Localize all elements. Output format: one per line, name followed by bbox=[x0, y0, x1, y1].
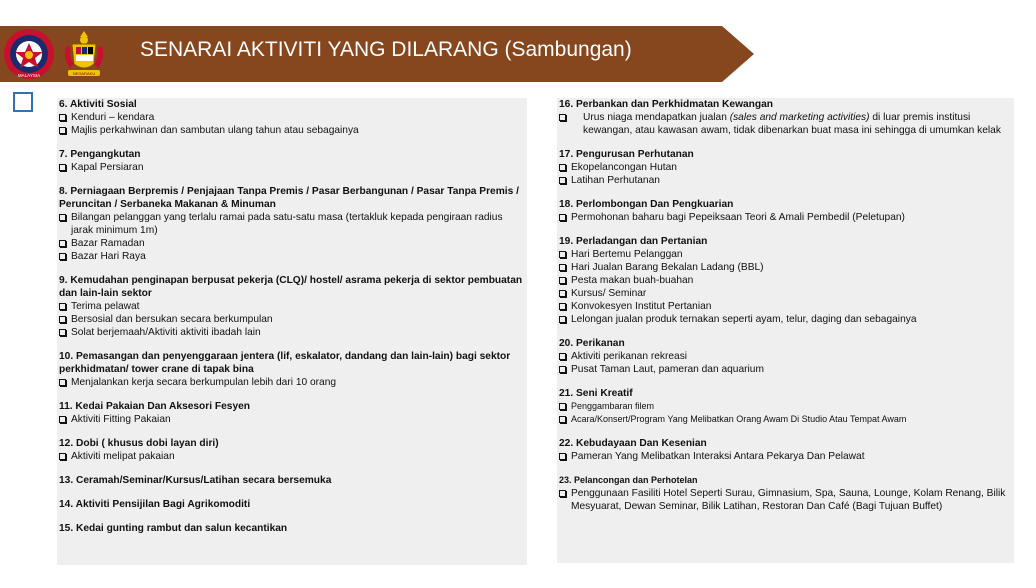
section-11 bbox=[57, 400, 527, 426]
section-7 bbox=[57, 148, 527, 174]
list-item: Pameran Yang Melibatkan Interaksi Antara Pekarya Dan Pelawat bbox=[557, 450, 1014, 463]
section-title: 10. Pemasangan dan penyenggaraan jentera (lif, eskalator, dandang dan lain-lain) bagi sektor perkhidmatan/ tower crane di tapak bina bbox=[59, 351, 511, 375]
left-column-list bbox=[57, 98, 527, 565]
section-15 bbox=[57, 522, 527, 535]
logo2-label: NEGARAKU bbox=[72, 70, 96, 76]
list-item: Ekopelancongan Hutan bbox=[557, 161, 1014, 174]
checkbox-bullet-icon bbox=[559, 416, 566, 423]
list-item: Urus niaga mendapatkan jualan (sales and marketing activities) di luar premis institusi kewangan, atau kawasan awam, tidak dibenarkan buat masa ini sehingga di umumkan kelak bbox=[557, 111, 1014, 137]
checkbox-bullet-icon bbox=[59, 453, 66, 460]
checkbox-bullet-icon bbox=[559, 453, 566, 460]
list-item: Konvokesyen Institut Pertanian bbox=[557, 300, 1014, 313]
section-title: 9. Kemudahan penginapan berpusat pekerja (CLQ)/ hostel/ asrama pekerja di sektor pembuatan dan lain-lain sektor bbox=[59, 275, 523, 299]
list-item: Bilangan pelanggan yang terlalu ramai pada satu-satu masa (tertakluk kepada pengiraan radius jarak minimum 1m) bbox=[57, 211, 527, 237]
checkbox-bullet-icon bbox=[59, 214, 66, 221]
checkbox-bullet-icon bbox=[559, 177, 566, 184]
checkbox-bullet-icon bbox=[559, 264, 566, 271]
checkbox-bullet-icon bbox=[59, 114, 66, 121]
checkbox-bullet-icon bbox=[559, 353, 566, 360]
section-8 bbox=[57, 185, 527, 263]
section-title: 8. Perniagaan Berpremis / Penjajaan Tanpa Premis / Pasar Berbangunan / Pasar Tanpa Premis / Peruncitan / Serbaneka Makanan & Minuman bbox=[59, 186, 519, 210]
section-title: 21. Seni Kreatif bbox=[559, 388, 633, 399]
section-21 bbox=[557, 387, 1014, 426]
checkbox-bullet-icon bbox=[59, 316, 66, 323]
checkbox-bullet-icon bbox=[559, 114, 566, 121]
checkbox-bullet-icon bbox=[59, 253, 66, 260]
section-9 bbox=[57, 274, 527, 339]
list-item: Hari Jualan Barang Bekalan Ladang (BBL) bbox=[557, 261, 1014, 274]
checkbox-bullet-icon bbox=[559, 366, 566, 373]
checkbox-bullet-icon bbox=[59, 416, 66, 423]
list-item: Latihan Perhutanan bbox=[557, 174, 1014, 187]
section-title: 12. Dobi ( khusus dobi layan diri) bbox=[59, 438, 219, 449]
police-emblem-logo bbox=[3, 28, 55, 80]
list-item: Pusat Taman Laut, pameran dan aquarium bbox=[557, 363, 1014, 376]
list-item: Aktiviti Fitting Pakaian bbox=[57, 413, 527, 426]
checkbox-bullet-icon bbox=[559, 490, 566, 497]
section-16 bbox=[557, 98, 1014, 137]
list-item: Penggunaan Fasiliti Hotel Seperti Surau, Gimnasium, Spa, Sauna, Lounge, Kolam Renang, Bilik Mesyuarat, Dewan Seminar, Bilik Latihan, Restoran Dan Café (Bagi Tujuan Buffet) bbox=[557, 487, 1014, 513]
right-column-list bbox=[557, 98, 1014, 563]
list-item: Bazar Ramadan bbox=[57, 237, 527, 250]
section-title: 16. Perbankan dan Perkhidmatan Kewangan bbox=[559, 99, 774, 110]
checkbox-bullet-icon bbox=[559, 277, 566, 284]
checkbox-bullet-icon bbox=[59, 164, 66, 171]
list-item: Bersosial dan bersukan secara berkumpulan bbox=[57, 313, 527, 326]
section-title: 14. Aktiviti Pensijilan Bagi Agrikomoditi bbox=[59, 499, 251, 510]
checkbox-bullet-icon bbox=[559, 251, 566, 258]
checkbox-bullet-icon bbox=[59, 303, 66, 310]
list-item: Hari Bertemu Pelanggan bbox=[557, 248, 1014, 261]
list-item: Pesta makan buah-buahan bbox=[557, 274, 1014, 287]
banner-arrow bbox=[722, 26, 754, 82]
section-22 bbox=[557, 437, 1014, 463]
checkbox-bullet-icon bbox=[559, 403, 566, 410]
section-10 bbox=[57, 350, 527, 389]
list-item: Menjalankan kerja secara berkumpulan lebih dari 10 orang bbox=[57, 376, 527, 389]
section-title: 13. Ceramah/Seminar/Kursus/Latihan secara bersemuka bbox=[59, 475, 332, 486]
list-item: Solat berjemaah/Aktiviti aktiviti ibadah lain bbox=[57, 326, 527, 339]
checkbox-bullet-icon bbox=[559, 214, 566, 221]
list-item: Acara/Konsert/Program Yang Melibatkan Orang Awam Di Studio Atau Tempat Awam bbox=[557, 413, 1014, 426]
list-item: Aktiviti perikanan rekreasi bbox=[557, 350, 1014, 363]
coat-of-arms-logo bbox=[58, 28, 110, 80]
list-item: Terima pelawat bbox=[57, 300, 527, 313]
section-13 bbox=[57, 474, 527, 487]
section-title: 20. Perikanan bbox=[559, 338, 625, 349]
checkbox-bullet-icon bbox=[59, 127, 66, 134]
section-23 bbox=[557, 474, 1014, 513]
section-6 bbox=[57, 98, 527, 137]
checkbox-bullet-icon bbox=[559, 303, 566, 310]
slide-checkbox[interactable] bbox=[13, 92, 33, 112]
checkbox-bullet-icon bbox=[559, 290, 566, 297]
section-title: 22. Kebudayaan Dan Kesenian bbox=[559, 438, 707, 449]
section-18 bbox=[557, 198, 1014, 224]
section-title: 17. Pengurusan Perhutanan bbox=[559, 149, 694, 160]
checkbox-bullet-icon bbox=[59, 379, 66, 386]
section-14 bbox=[57, 498, 527, 511]
list-item: Aktiviti melipat pakaian bbox=[57, 450, 527, 463]
section-title: 11. Kedai Pakaian Dan Aksesori Fesyen bbox=[59, 401, 251, 412]
section-title: 19. Perladangan dan Pertanian bbox=[559, 236, 708, 247]
list-item: Penggambaran filem bbox=[557, 400, 1014, 413]
checkbox-bullet-icon bbox=[59, 240, 66, 247]
section-12 bbox=[57, 437, 527, 463]
list-item: Kapal Persiaran bbox=[57, 161, 527, 174]
section-title: 7. Pengangkutan bbox=[59, 149, 141, 160]
section-20 bbox=[557, 337, 1014, 376]
section-17 bbox=[557, 148, 1014, 187]
logo1-label: MALAYSIA bbox=[17, 73, 41, 78]
list-item: Permohonan baharu bagi Pepeiksaan Teori & Amali Pembedil (Peletupan) bbox=[557, 211, 1014, 224]
section-title: 15. Kedai gunting rambut dan salun kecantikan bbox=[59, 523, 288, 534]
section-19 bbox=[557, 235, 1014, 326]
list-item: Majlis perkahwinan dan sambutan ulang tahun atau sebagainya bbox=[57, 124, 527, 137]
checkbox-bullet-icon bbox=[559, 164, 566, 171]
section-title: 23. Pelancongan dan Perhotelan bbox=[559, 475, 698, 485]
section-title: 18. Perlombongan Dan Pengkuarian bbox=[559, 199, 734, 210]
list-item: Bazar Hari Raya bbox=[57, 250, 527, 263]
checkbox-bullet-icon bbox=[59, 329, 66, 336]
section-title: 6. Aktiviti Sosial bbox=[59, 99, 137, 110]
page-title: SENARAI AKTIVITI YANG DILARANG (Sambungan) bbox=[140, 38, 632, 61]
list-item: Kursus/ Seminar bbox=[557, 287, 1014, 300]
list-item: Lelongan jualan produk ternakan seperti ayam, telur, daging dan sebagainya bbox=[557, 313, 1014, 326]
list-item: Kenduri – kendara bbox=[57, 111, 527, 124]
checkbox-bullet-icon bbox=[559, 316, 566, 323]
